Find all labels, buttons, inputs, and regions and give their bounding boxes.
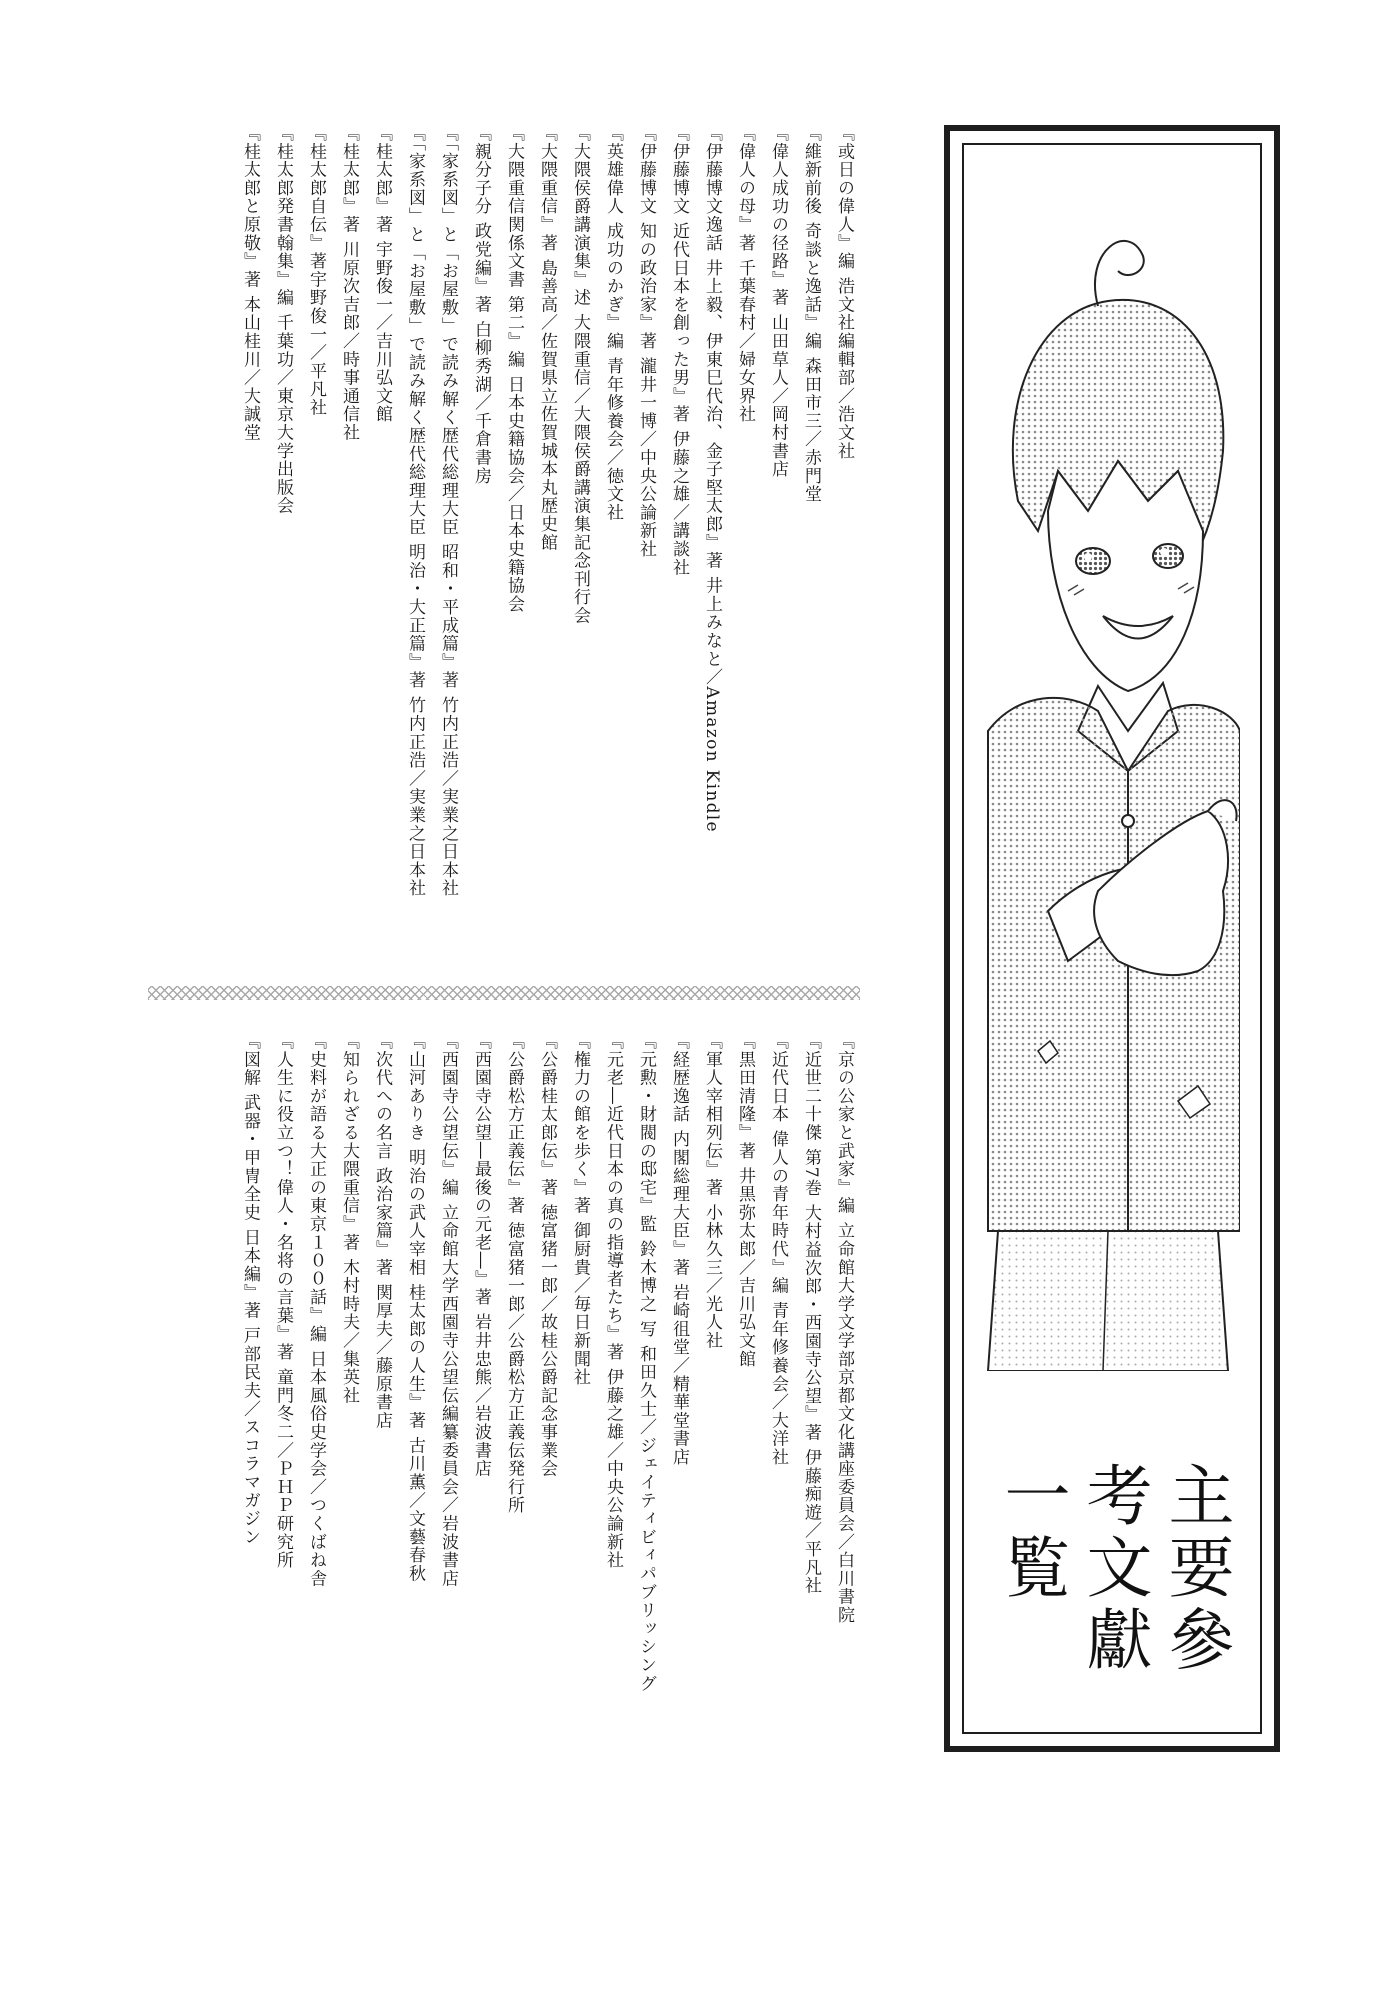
section-divider bbox=[148, 986, 860, 1000]
reference-entry: 『伊藤博文逸話 井上毅、伊東巳代治、金子堅太郎』著 井上みなと／Amazon Kindle bbox=[702, 124, 722, 833]
reference-entry: 『公爵松方正義伝』著 徳富猪一郎／公爵松方正義伝発行所 bbox=[504, 1032, 524, 1515]
reference-entry: 『英雄偉人 成功のかぎ』編 青年修養会／徳文社 bbox=[603, 124, 623, 522]
reference-entry: 『大隈重信関係文書 第二』編 日本史籍協会／日本史籍協会 bbox=[504, 124, 524, 614]
reference-entry: 『親分子分 政党編』著 白柳秀湖／千倉書房 bbox=[471, 124, 491, 486]
reference-entry: 『大隈侯爵講演集』述 大隈重信／大隈侯爵講演集記念刊行会 bbox=[570, 124, 590, 625]
reference-entry: 『元勲・財閥の邸宅』監 鈴木博之 写 和田久士／ジェイティビィパブリッシング bbox=[636, 1032, 656, 1693]
right-eye bbox=[1153, 544, 1183, 568]
reference-entry: 『西園寺公望―最後の元老―』著 岩井忠熊／岩波書店 bbox=[471, 1032, 491, 1478]
reference-entry: 『山河ありき 明治の武人宰相 桂太郎の人生』著 古川薫／文藝春秋 bbox=[405, 1032, 425, 1583]
character-illustration bbox=[978, 171, 1240, 1371]
page-title bbox=[990, 1461, 1236, 1746]
reference-entry: 『「家系図」と「お屋敷」で読み解く歴代総理大臣 昭和・平成篇』著 竹内正浩／実業之日本社 bbox=[438, 124, 458, 898]
reference-entry: 『権力の館を歩く』著 御厨貴／毎日新聞社 bbox=[570, 1032, 590, 1387]
reference-entry: 『或日の偉人』編 浩文社編輯部／浩文社 bbox=[834, 124, 854, 461]
title-line-2: 一覧 bbox=[993, 1461, 1070, 1605]
reference-entry: 『次代への名言 政治家篇』著 関厚夫／藤原書店 bbox=[372, 1032, 392, 1430]
reference-entry: 『大隈重信』著 島善高／佐賀県立佐賀城本丸歴史館 bbox=[537, 124, 557, 552]
title-line-1: 主要參考文獻 bbox=[1075, 1461, 1234, 1677]
left-eye bbox=[1076, 548, 1110, 574]
reference-entry: 『「家系図」と「お屋敷」で読み解く歴代総理大臣 明治・大正篇』著 竹内正浩／実業之日本社 bbox=[405, 124, 425, 898]
reference-entry: 『史料が語る大正の東京１００話』編 日本風俗史学会／つくばね舎 bbox=[306, 1032, 326, 1588]
reference-entry: 『元老―近代日本の真の指導者たち』著 伊藤之雄／中央公論新社 bbox=[603, 1032, 623, 1570]
reference-entry: 『知られざる大隈重信』著 木村時夫／集英社 bbox=[339, 1032, 359, 1405]
reference-entry: 『偉人成功の径路』著 山田草人／岡村書店 bbox=[768, 124, 788, 479]
reference-entry: 『伊藤博文 近代日本を創った男』著 伊藤之雄／講談社 bbox=[669, 124, 689, 577]
reference-entry: 『偉人の母』著 千葉春村／婦女界社 bbox=[735, 124, 755, 424]
reference-entry: 『桂太郎』著 宇野俊一／吉川弘文館 bbox=[372, 124, 392, 424]
reference-entry: 『西園寺公望伝』編 立命館大学西園寺公望伝編纂委員会／岩波書店 bbox=[438, 1032, 458, 1588]
ahoge-curl bbox=[1095, 241, 1144, 306]
reference-list-bottom bbox=[233, 1032, 860, 1732]
reference-entry: 『近世二十傑 第7巻 大村益次郎・西園寺公望』著 伊藤痴遊／平凡社 bbox=[801, 1032, 821, 1595]
reference-entry: 『公爵桂太郎伝』著 徳富猪一郎／故桂公爵記念事業会 bbox=[537, 1032, 557, 1478]
reference-entry: 『経歴逸話 内閣総理大臣』著 岩崎徂堂／精華堂書店 bbox=[669, 1032, 689, 1467]
reference-entry: 『桂太郎自伝』著宇野俊一／平凡社 bbox=[306, 124, 326, 417]
face-shape bbox=[1048, 461, 1203, 691]
reference-entry: 『軍人宰相列伝』著 小林久三／光人社 bbox=[702, 1032, 722, 1350]
title-panel bbox=[944, 125, 1280, 1752]
reference-entry: 『近代日本 偉人の青年時代』編 青年修養会／大洋社 bbox=[768, 1032, 788, 1467]
reference-entry: 『人生に役立つ！偉人・名将の言葉』著 童門冬二／ＰＨＰ研究所 bbox=[273, 1032, 293, 1570]
reference-entry: 『図解 武器・甲冑全史 日本編』著 戸部民夫／スコラマガジン bbox=[240, 1032, 260, 1547]
reference-entry: 『京の公家と武家』編 立命館大学文学部京都文化講座委員会／白川書院 bbox=[834, 1032, 854, 1625]
reference-list-top bbox=[233, 124, 860, 898]
reference-entry: 『桂太郎発書翰集』編 千葉功／東京大学出版会 bbox=[273, 124, 293, 516]
reference-entry: 『桂太郎と原敬』著 本山桂川／大誠堂 bbox=[240, 124, 260, 442]
reference-entry: 『黒田清隆』著 井黒弥太郎／吉川弘文館 bbox=[735, 1032, 755, 1369]
reference-entry: 『維新前後 奇談と逸話』編 森田市三／赤門堂 bbox=[801, 124, 821, 504]
character-illustration-svg bbox=[978, 171, 1240, 1371]
reference-entry: 『伊藤博文 知の政治家』著 瀧井一博／中央公論新社 bbox=[636, 124, 656, 559]
reference-entry: 『桂太郎』著 川原次吉郎／時事通信社 bbox=[339, 124, 359, 442]
